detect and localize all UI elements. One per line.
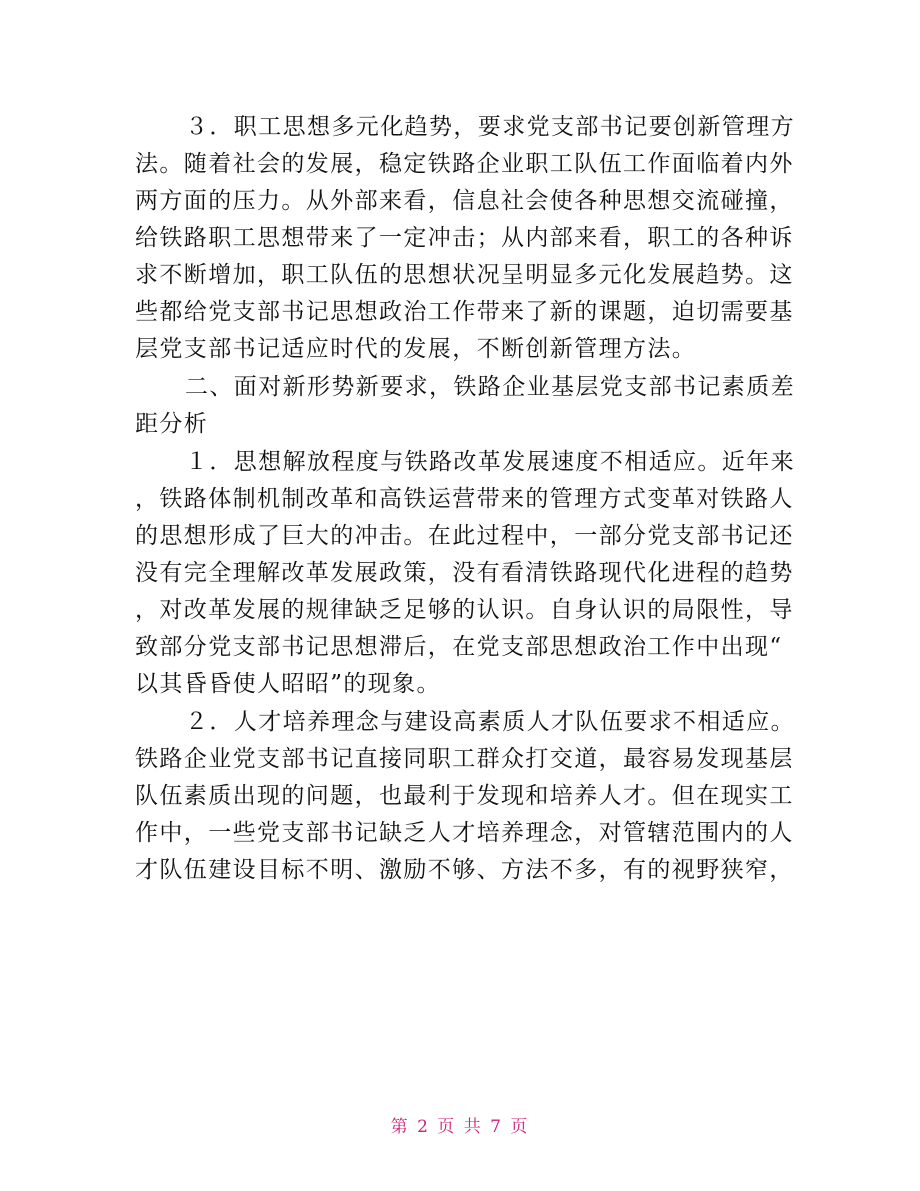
text-line: ３．职工思想多元化趋势，要求党支部书记要创新管理方 — [185, 114, 795, 140]
text-line: １．思想解放程度与铁路改革发展速度不相适应。近年来 — [185, 449, 795, 475]
text-line: 作中，一些党支部书记缺乏人才培养理念，对管辖范围内的人 — [135, 820, 794, 846]
text-line: ，铁路体制机制改革和高铁运营带来的管理方式变革对铁路人 — [135, 486, 794, 512]
text-line: 以其昏昏使人昭昭”的现象。 — [135, 671, 441, 697]
text-line: 求不断增加，职工队伍的思想状况呈明显多元化发展趋势。这 — [135, 262, 794, 288]
section-heading-line: 距分析 — [135, 411, 209, 437]
text-line: 给铁路职工思想带来了一定冲击；从内部来看，职工的各种诉 — [135, 225, 794, 251]
text-line: 队伍素质出现的问题，也最利于发现和培养人才。但在现实工 — [135, 783, 794, 809]
text-line: 些都给党支部书记思想政治工作带来了新的课题，迫切需要基 — [135, 299, 794, 325]
text-line: ，对改革发展的规律缺乏足够的认识。自身认识的局限性，导 — [135, 597, 794, 623]
text-line: 才队伍建设目标不明、激励不够、方法不多，有的视野狭窄， — [135, 857, 794, 883]
page-number-footer: 第 2 页 共 7 页 — [390, 1117, 530, 1137]
section-heading-line: 二、面对新形势新要求，铁路企业基层党支部书记素质差 — [185, 374, 795, 400]
text-line: 层党支部书记适应时代的发展，不断创新管理方法。 — [135, 336, 697, 362]
text-line: 没有完全理解改革发展政策，没有看清铁路现代化进程的趋势 — [135, 560, 794, 586]
text-line: 的思想形成了巨大的冲击。在此过程中，一部分党支部书记还 — [135, 523, 794, 549]
text-line: 铁路企业党支部书记直接同职工群众打交道，最容易发现基层 — [135, 746, 794, 772]
text-line: 致部分党支部书记思想滞后，在党支部思想政治工作中出现“ — [135, 634, 783, 660]
text-line: ２．人才培养理念与建设高素质人才队伍要求不相适应。 — [185, 709, 795, 735]
text-line: 法。随着社会的发展，稳定铁路企业职工队伍工作面临着内外 — [135, 151, 794, 177]
text-line: 两方面的压力。从外部来看，信息社会使各种思想交流碰撞， — [135, 188, 794, 214]
